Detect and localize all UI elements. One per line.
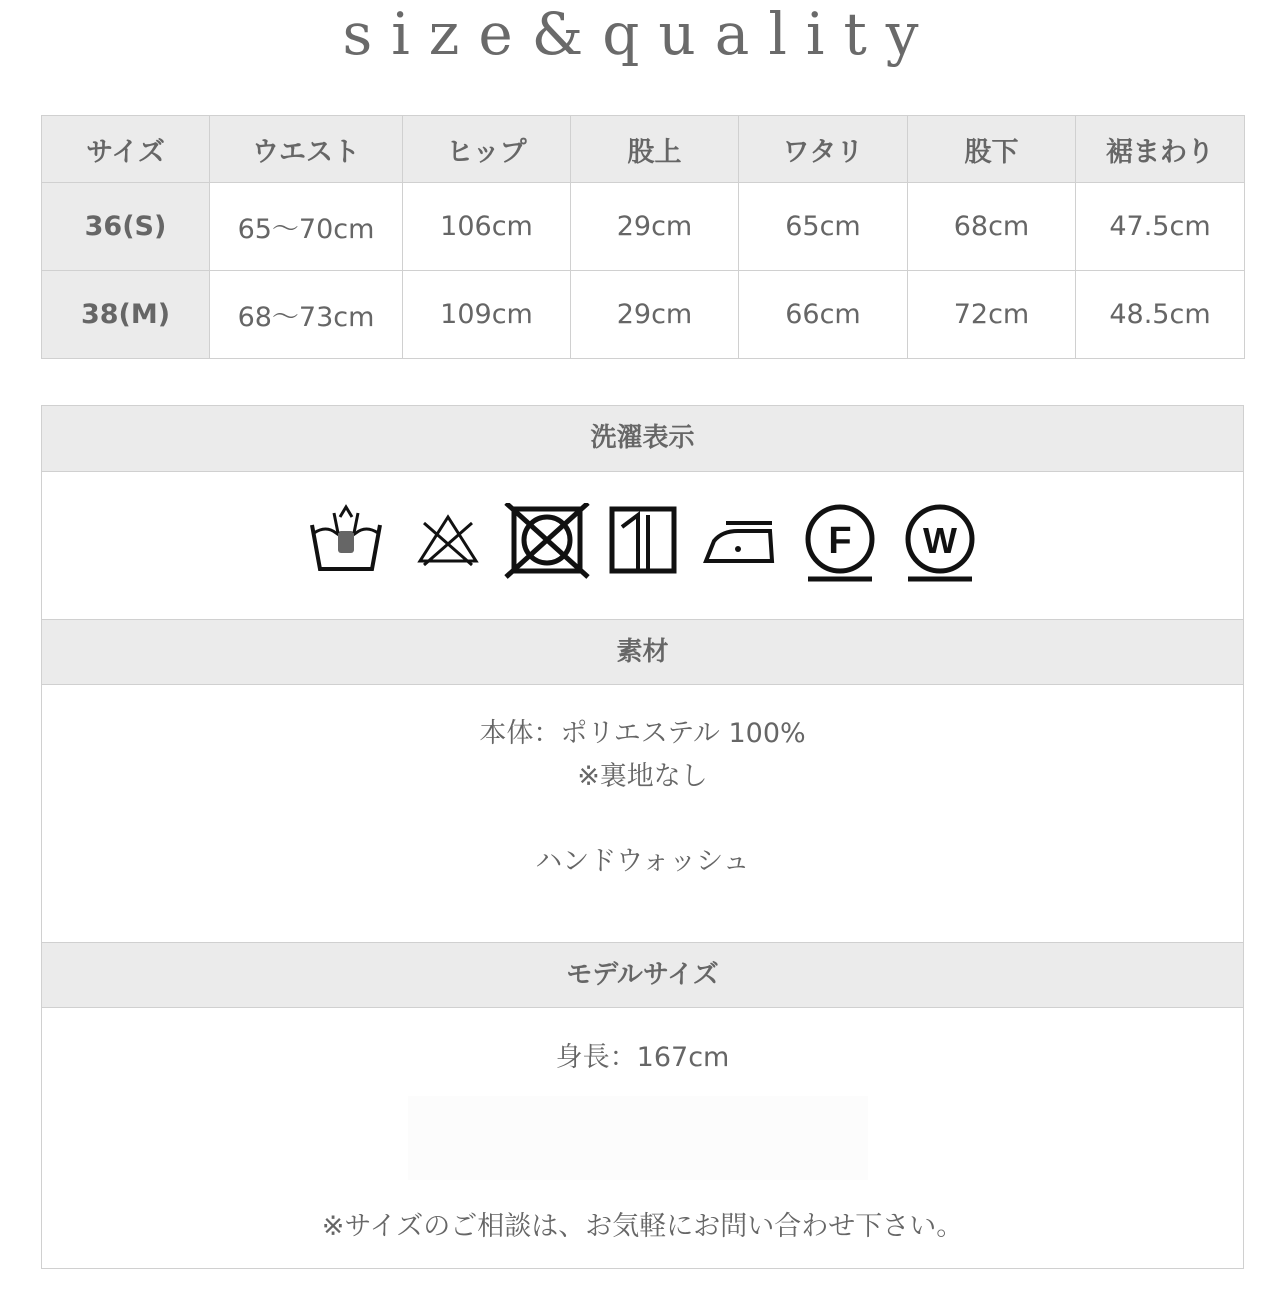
dry-clean-letter: F <box>828 520 852 562</box>
iron-icon <box>702 503 778 579</box>
wet-clean-letter: W <box>923 520 957 561</box>
material-body: 本体：ポリエステル 100% <box>479 718 806 749</box>
table-cell: 68cm <box>908 183 1076 271</box>
table-cell: 47.5cm <box>1076 183 1245 271</box>
model-height: 身長：167cm <box>555 1042 730 1073</box>
header-cell: 股上 <box>571 116 739 183</box>
header-cell: ウエスト <box>210 116 403 183</box>
washing-heading: 洗濯表示 <box>42 406 1243 472</box>
washing-icons <box>42 473 1243 620</box>
header-cell: 股下 <box>908 116 1076 183</box>
table-cell: 72cm <box>908 271 1076 359</box>
model-size-heading: モデルサイズ <box>42 942 1243 1008</box>
table-cell: 109cm <box>403 271 571 359</box>
dry-clean-f-icon <box>802 503 878 583</box>
no-tumble-dry-icon <box>504 503 590 579</box>
header-cell: ヒップ <box>403 116 571 183</box>
row-size-label: 36(S) <box>42 183 210 271</box>
page-title: size&quality <box>342 0 938 68</box>
table-cell: 106cm <box>403 183 571 271</box>
table-cell: 65〜70cm <box>210 183 403 271</box>
line-dry-icon <box>608 503 678 579</box>
hand-wash-icon <box>308 503 384 579</box>
table-cell: 66cm <box>739 271 908 359</box>
care-instruction: ハンドウォッシュ <box>535 846 750 877</box>
size-consultation-note: ※サイズのご相談は、お気軽にお問い合わせ下さい。 <box>321 1211 964 1242</box>
table-cell: 29cm <box>571 271 739 359</box>
table-cell: 65cm <box>739 183 908 271</box>
header-cell: サイズ <box>42 116 210 183</box>
table-cell: 48.5cm <box>1076 271 1245 359</box>
size-table <box>41 115 1245 359</box>
blank-area <box>408 1096 868 1180</box>
row-size-label: 38(M) <box>42 271 210 359</box>
table-cell: 29cm <box>571 183 739 271</box>
quality-box <box>41 405 1244 1269</box>
no-bleach-icon <box>414 503 482 579</box>
header-cell: ワタリ <box>739 116 908 183</box>
table-row <box>42 271 1245 359</box>
table-row <box>42 183 1245 271</box>
table-cell: 68〜73cm <box>210 271 403 359</box>
material-lining-note: ※裏地なし <box>577 761 708 792</box>
material-heading: 素材 <box>42 619 1243 685</box>
wet-clean-w-icon <box>902 503 978 583</box>
size-table-header-row <box>42 116 1245 183</box>
header-cell: 裾まわり <box>1076 116 1245 183</box>
